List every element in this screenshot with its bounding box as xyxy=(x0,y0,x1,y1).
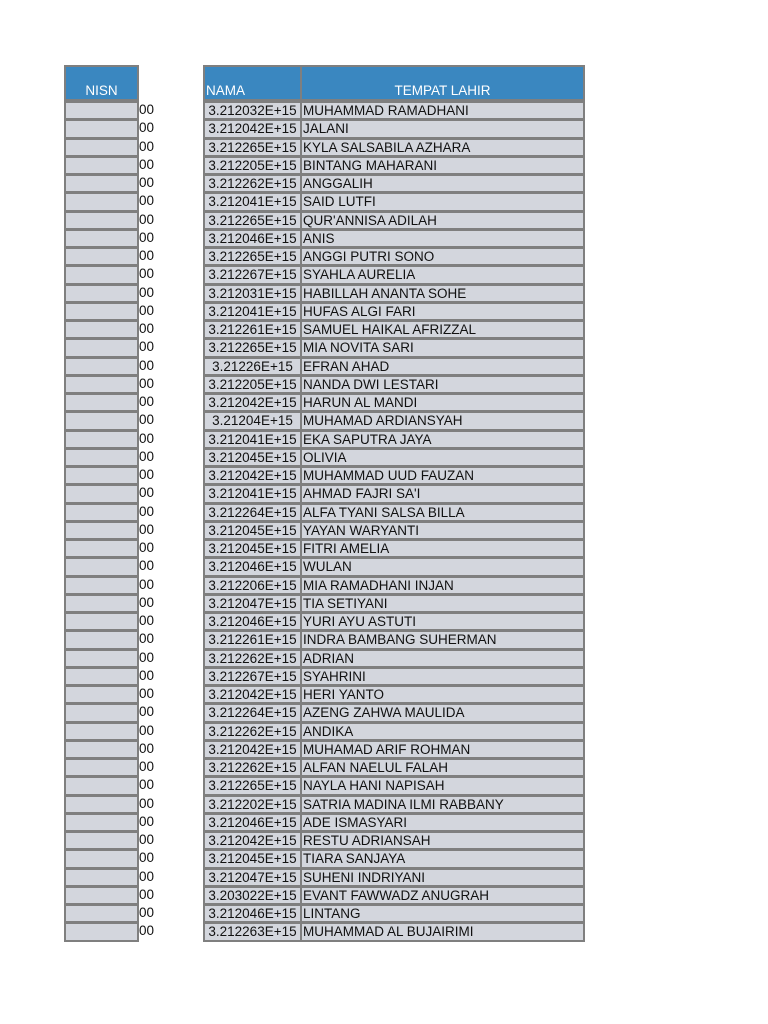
table-row xyxy=(0,484,768,502)
cell-nisn[interactable] xyxy=(64,576,139,595)
table-row xyxy=(0,758,768,776)
cell-nisn[interactable] xyxy=(64,211,139,230)
table-row xyxy=(0,886,768,904)
table-row xyxy=(0,265,768,283)
cell-tempat-lahir[interactable]: ALFA TYANI SALSA BILLA xyxy=(300,503,585,522)
cell-nama[interactable]: 3.203022E+15 xyxy=(203,886,302,905)
cell-nisn[interactable] xyxy=(64,302,139,321)
cell-overflow-text[interactable]: 00 xyxy=(139,667,155,683)
cell-overflow-text[interactable]: 00 xyxy=(139,832,155,847)
cell-nama[interactable]: 3.212206E+15 xyxy=(203,576,302,595)
cell-tempat-lahir[interactable]: ALFAN NAELUL FALAH xyxy=(300,758,585,777)
cell-nisn[interactable] xyxy=(64,138,139,157)
cell-nama[interactable]: 3.212045E+15 xyxy=(203,521,302,540)
cell-tempat-lahir[interactable]: JALANI xyxy=(300,119,585,138)
cell-nisn[interactable] xyxy=(64,265,139,284)
cell-tempat-lahir[interactable]: HABILLAH ANANTA SOHE xyxy=(300,284,585,303)
table-row xyxy=(0,411,768,429)
table-row xyxy=(0,247,768,265)
cell-nisn[interactable] xyxy=(64,338,139,357)
cell-overflow-text[interactable]: 00 xyxy=(139,357,155,373)
cell-tempat-lahir[interactable]: WULAN xyxy=(300,557,585,576)
cell-nisn[interactable] xyxy=(64,484,139,503)
cell-nisn[interactable] xyxy=(64,503,139,522)
table-row xyxy=(0,192,768,210)
cell-nama[interactable]: 3.212267E+15 xyxy=(203,265,302,284)
cell-tempat-lahir[interactable]: SYAHRINI xyxy=(300,667,585,686)
cell-overflow-text[interactable]: 00 xyxy=(139,722,155,738)
cell-nisn[interactable] xyxy=(64,448,139,467)
table-row xyxy=(0,776,768,794)
cell-tempat-lahir[interactable]: BINTANG MAHARANI xyxy=(300,156,585,175)
cell-tempat-lahir[interactable]: HUFAS ALGI FARI xyxy=(300,302,585,321)
cell-tempat-lahir[interactable]: HARUN AL MANDI xyxy=(300,393,585,412)
cell-nisn[interactable] xyxy=(64,740,139,759)
cell-overflow-text[interactable]: 00 xyxy=(139,339,155,355)
cell-overflow-text[interactable]: 00 xyxy=(139,266,155,282)
cell-tempat-lahir[interactable]: HERI YANTO xyxy=(300,685,585,704)
cell-tempat-lahir[interactable]: QUR'ANNISA ADILAH xyxy=(300,211,585,230)
cell-nama[interactable]: 3.212262E+15 xyxy=(203,722,302,741)
cell-tempat-lahir[interactable]: SAMUEL HAIKAL AFRIZZAL xyxy=(300,320,585,339)
cell-nama[interactable]: 3.212264E+15 xyxy=(203,703,302,722)
cell-nisn[interactable] xyxy=(64,831,139,850)
cell-overflow-text[interactable]: 00 xyxy=(139,521,155,537)
cell-nisn[interactable] xyxy=(64,649,139,668)
cell-overflow-text[interactable]: 00 xyxy=(139,594,155,610)
cell-nisn[interactable] xyxy=(64,192,139,211)
cell-nisn[interactable] xyxy=(64,849,139,868)
cell-nama[interactable]: 3.212265E+15 xyxy=(203,211,302,230)
table-row xyxy=(0,229,768,247)
cell-tempat-lahir[interactable]: MUHAMMAD UUD FAUZAN xyxy=(300,466,585,485)
cell-tempat-lahir[interactable]: NAYLA HANI NAPISAH xyxy=(300,776,585,795)
cell-overflow-text[interactable]: 00 xyxy=(139,229,155,245)
cell-nama[interactable]: 3.212042E+15 xyxy=(203,393,302,412)
cell-tempat-lahir[interactable]: INDRA BAMBANG SUHERMAN xyxy=(300,630,585,649)
cell-nama[interactable]: 3.212261E+15 xyxy=(203,320,302,339)
table-row xyxy=(0,849,768,867)
cell-nisn[interactable] xyxy=(64,229,139,248)
table-row xyxy=(0,576,768,594)
table-row xyxy=(0,795,768,813)
cell-nisn[interactable] xyxy=(64,612,139,631)
cell-nama[interactable]: 3.212042E+15 xyxy=(203,831,302,850)
cell-nama[interactable]: 3.212267E+15 xyxy=(203,667,302,686)
cell-tempat-lahir[interactable]: MIA NOVITA SARI xyxy=(300,338,585,357)
cell-nama[interactable]: 3.212046E+15 xyxy=(203,612,302,631)
cell-overflow-text[interactable]: 00 xyxy=(139,120,155,136)
cell-nama[interactable]: 3.212263E+15 xyxy=(203,922,302,941)
cell-nisn[interactable] xyxy=(64,521,139,540)
cell-overflow-text[interactable]: 00 xyxy=(139,923,155,939)
cell-overflow-text[interactable]: 00 xyxy=(139,740,155,756)
cell-overflow-text[interactable]: 00 xyxy=(139,138,155,154)
cell-overflow-text[interactable]: 00 xyxy=(139,631,155,647)
cell-overflow-text[interactable]: 00 xyxy=(139,813,155,829)
cell-tempat-lahir[interactable]: TIA SETIYANI xyxy=(300,594,585,613)
cell-tempat-lahir[interactable]: YAYAN WARYANTI xyxy=(300,521,585,540)
cell-nisn[interactable] xyxy=(64,703,139,722)
cell-nama[interactable]: 3.212045E+15 xyxy=(203,448,302,467)
cell-nisn[interactable] xyxy=(64,904,139,923)
table-row xyxy=(0,138,768,156)
cell-tempat-lahir[interactable]: RESTU ADRIANSAH xyxy=(300,831,585,850)
cell-tempat-lahir[interactable]: ADE ISMASYARI xyxy=(300,813,585,832)
cell-tempat-lahir[interactable]: EFRAN AHAD xyxy=(300,357,585,376)
table-row xyxy=(0,904,768,922)
cell-overflow-text[interactable]: 00 xyxy=(139,649,155,665)
table-row xyxy=(0,612,768,630)
cell-nisn[interactable] xyxy=(64,174,139,193)
table-row xyxy=(0,649,768,667)
cell-tempat-lahir[interactable]: SAID LUTFI xyxy=(300,192,585,211)
table-row xyxy=(0,101,768,119)
cell-nisn[interactable] xyxy=(64,667,139,686)
cell-nisn[interactable] xyxy=(64,393,139,412)
cell-tempat-lahir[interactable]: EVANT FAWWADZ ANUGRAH xyxy=(300,886,585,905)
table-row xyxy=(0,375,768,393)
cell-nama[interactable]: 3.21226E+15 xyxy=(203,357,302,376)
cell-tempat-lahir[interactable]: MUHAMAD ARDIANSYAH xyxy=(300,411,585,430)
cell-nisn[interactable] xyxy=(64,886,139,905)
cell-tempat-lahir[interactable]: MUHAMMAD RAMADHANI xyxy=(300,101,585,120)
table-row xyxy=(0,630,768,648)
cell-nisn[interactable] xyxy=(64,430,139,449)
cell-nama[interactable]: 3.212261E+15 xyxy=(203,630,302,649)
cell-nisn[interactable] xyxy=(64,320,139,339)
cell-nama[interactable]: 3.212041E+15 xyxy=(203,302,302,321)
cell-overflow-text[interactable]: 00 xyxy=(139,211,155,227)
cell-nisn[interactable] xyxy=(64,411,139,430)
cell-tempat-lahir[interactable]: SUHENI INDRIYANI xyxy=(300,868,585,887)
cell-overflow-text[interactable]: 00 xyxy=(139,704,155,720)
cell-nama[interactable]: 3.21204E+15 xyxy=(203,411,302,430)
cell-tempat-lahir[interactable]: MUHAMMAD AL BUJAIRIMI xyxy=(300,922,585,941)
cell-overflow-text[interactable]: 00 xyxy=(139,467,155,482)
cell-overflow-text[interactable]: 00 xyxy=(139,485,155,501)
cell-nama[interactable]: 3.212032E+15 xyxy=(203,101,302,120)
cell-nisn[interactable] xyxy=(64,539,139,558)
table-row xyxy=(0,503,768,521)
cell-nama[interactable]: 3.212262E+15 xyxy=(203,758,302,777)
cell-tempat-lahir[interactable]: LINTANG xyxy=(300,904,585,923)
table-row xyxy=(0,466,768,484)
cell-overflow-text[interactable]: 00 xyxy=(139,375,155,391)
table-row xyxy=(0,357,768,375)
table-row xyxy=(0,740,768,758)
cell-nisn[interactable] xyxy=(64,685,139,704)
header-nama-label: NAMA xyxy=(206,83,246,98)
cell-tempat-lahir[interactable]: ADRIAN xyxy=(300,649,585,668)
cell-nama[interactable]: 3.212046E+15 xyxy=(203,557,302,576)
cell-overflow-text[interactable]: 00 xyxy=(139,394,155,409)
cell-nama[interactable]: 3.212265E+15 xyxy=(203,138,302,157)
table-row xyxy=(0,284,768,302)
cell-nisn[interactable] xyxy=(64,357,139,376)
cell-nama[interactable]: 3.212205E+15 xyxy=(203,156,302,175)
table-row xyxy=(0,685,768,703)
cell-nisn[interactable] xyxy=(64,119,139,138)
cell-overflow-text[interactable]: 00 xyxy=(139,430,155,446)
table-row xyxy=(0,557,768,575)
table-row xyxy=(0,813,768,831)
cell-overflow-text[interactable]: 00 xyxy=(139,759,155,774)
table-row xyxy=(0,539,768,557)
table-row xyxy=(0,594,768,612)
cell-nisn[interactable] xyxy=(64,813,139,832)
cell-overflow-text[interactable]: 00 xyxy=(139,102,155,117)
cell-nisn[interactable] xyxy=(64,795,139,814)
cell-tempat-lahir[interactable]: ANIS xyxy=(300,229,585,248)
cell-overflow-text[interactable]: 00 xyxy=(139,777,155,793)
table-row xyxy=(0,868,768,886)
cell-overflow-text[interactable]: 00 xyxy=(139,540,155,555)
table-row xyxy=(0,174,768,192)
cell-nama[interactable]: 3.212202E+15 xyxy=(203,795,302,814)
cell-nama[interactable]: 3.212031E+15 xyxy=(203,284,302,303)
cell-nama[interactable]: 3.212046E+15 xyxy=(203,229,302,248)
table-row xyxy=(0,338,768,356)
cell-nama[interactable]: 3.212262E+15 xyxy=(203,649,302,668)
cell-tempat-lahir[interactable]: TIARA SANJAYA xyxy=(300,849,585,868)
cell-overflow-text[interactable]: 00 xyxy=(139,503,155,519)
cell-nama[interactable]: 3.212041E+15 xyxy=(203,484,302,503)
table-row xyxy=(0,211,768,229)
cell-overflow-text[interactable]: 00 xyxy=(139,175,155,190)
cell-nama[interactable]: 3.212045E+15 xyxy=(203,539,302,558)
table-row xyxy=(0,393,768,411)
table-row xyxy=(0,302,768,320)
cell-nisn[interactable] xyxy=(64,557,139,576)
cell-nama[interactable]: 3.212046E+15 xyxy=(203,904,302,923)
cell-nisn[interactable] xyxy=(64,466,139,485)
cell-tempat-lahir[interactable]: KYLA SALSABILA AZHARA xyxy=(300,138,585,157)
cell-overflow-text[interactable]: 00 xyxy=(139,193,155,209)
cell-nama[interactable]: 3.212046E+15 xyxy=(203,813,302,832)
cell-nama[interactable]: 3.212042E+15 xyxy=(203,685,302,704)
cell-tempat-lahir[interactable]: AHMAD FAJRI SA'I xyxy=(300,484,585,503)
cell-nama[interactable]: 3.212041E+15 xyxy=(203,430,302,449)
cell-overflow-text[interactable]: 00 xyxy=(139,576,155,592)
cell-overflow-text[interactable]: 00 xyxy=(139,868,155,884)
cell-overflow-text[interactable]: 00 xyxy=(139,558,155,574)
cell-nama[interactable]: 3.212047E+15 xyxy=(203,594,302,613)
table-row xyxy=(0,831,768,849)
cell-nisn[interactable] xyxy=(64,722,139,741)
cell-tempat-lahir[interactable]: EKA SAPUTRA JAYA xyxy=(300,430,585,449)
cell-tempat-lahir[interactable]: OLIVIA xyxy=(300,448,585,467)
cell-overflow-text[interactable]: 00 xyxy=(139,795,155,811)
cell-tempat-lahir[interactable]: ANDIKA xyxy=(300,722,585,741)
cell-tempat-lahir[interactable]: MUHAMAD ARIF ROHMAN xyxy=(300,740,585,759)
cell-overflow-text[interactable]: 00 xyxy=(139,248,155,263)
cell-overflow-text[interactable]: 00 xyxy=(139,156,155,172)
cell-overflow-text[interactable]: 00 xyxy=(139,412,155,428)
cell-nisn[interactable] xyxy=(64,776,139,795)
cell-nama[interactable]: 3.212045E+15 xyxy=(203,849,302,868)
table-row xyxy=(0,119,768,137)
table-row xyxy=(0,320,768,338)
cell-nama[interactable]: 3.212041E+15 xyxy=(203,192,302,211)
cell-nama[interactable]: 3.212265E+15 xyxy=(203,338,302,357)
cell-nisn[interactable] xyxy=(64,630,139,649)
table-row xyxy=(0,430,768,448)
cell-nama[interactable]: 3.212042E+15 xyxy=(203,119,302,138)
cell-tempat-lahir[interactable]: FITRI AMELIA xyxy=(300,539,585,558)
cell-nama[interactable]: 3.212265E+15 xyxy=(203,776,302,795)
cell-nisn[interactable] xyxy=(64,375,139,394)
cell-nisn[interactable] xyxy=(64,247,139,266)
cell-overflow-text[interactable]: 00 xyxy=(139,850,155,866)
header-nisn-label: NISN xyxy=(85,83,118,98)
cell-overflow-text[interactable]: 00 xyxy=(139,886,155,902)
cell-nisn[interactable] xyxy=(64,758,139,777)
table-row xyxy=(0,156,768,174)
table-row xyxy=(0,703,768,721)
cell-nisn[interactable] xyxy=(64,101,139,120)
cell-nama[interactable]: 3.212265E+15 xyxy=(203,247,302,266)
cell-nama[interactable]: 3.212042E+15 xyxy=(203,466,302,485)
table-row xyxy=(0,667,768,685)
cell-overflow-text[interactable]: 00 xyxy=(139,321,155,336)
cell-nama[interactable]: 3.212047E+15 xyxy=(203,868,302,887)
table-row xyxy=(0,722,768,740)
cell-tempat-lahir[interactable]: SYAHLA AURELIA xyxy=(300,265,585,284)
cell-nisn[interactable] xyxy=(64,922,139,941)
cell-nisn[interactable] xyxy=(64,284,139,303)
cell-tempat-lahir[interactable]: NANDA DWI LESTARI xyxy=(300,375,585,394)
cell-tempat-lahir[interactable]: MIA RAMADHANI INJAN xyxy=(300,576,585,595)
table-row xyxy=(0,922,768,940)
cell-overflow-text[interactable]: 00 xyxy=(139,448,155,464)
cell-overflow-text[interactable]: 00 xyxy=(139,284,155,300)
cell-nama[interactable]: 3.212264E+15 xyxy=(203,503,302,522)
cell-overflow-text[interactable]: 00 xyxy=(139,302,155,318)
cell-overflow-text[interactable]: 00 xyxy=(139,613,155,628)
cell-tempat-lahir[interactable]: ANGGALIH xyxy=(300,174,585,193)
cell-tempat-lahir[interactable]: YURI AYU ASTUTI xyxy=(300,612,585,631)
cell-nisn[interactable] xyxy=(64,868,139,887)
header-tempat-lahir-label: TEMPAT LAHIR xyxy=(394,83,491,98)
cell-nisn[interactable] xyxy=(64,594,139,613)
cell-tempat-lahir[interactable]: AZENG ZAHWA MAULIDA xyxy=(300,703,585,722)
cell-nama[interactable]: 3.212205E+15 xyxy=(203,375,302,394)
cell-overflow-text[interactable]: 00 xyxy=(139,905,155,920)
cell-tempat-lahir[interactable]: ANGGI PUTRI SONO xyxy=(300,247,585,266)
cell-nisn[interactable] xyxy=(64,156,139,175)
cell-tempat-lahir[interactable]: SATRIA MADINA ILMI RABBANY xyxy=(300,795,585,814)
cell-overflow-text[interactable]: 00 xyxy=(139,686,155,701)
cell-nama[interactable]: 3.212262E+15 xyxy=(203,174,302,193)
cell-nama[interactable]: 3.212042E+15 xyxy=(203,740,302,759)
table-row xyxy=(0,521,768,539)
table-row xyxy=(0,448,768,466)
